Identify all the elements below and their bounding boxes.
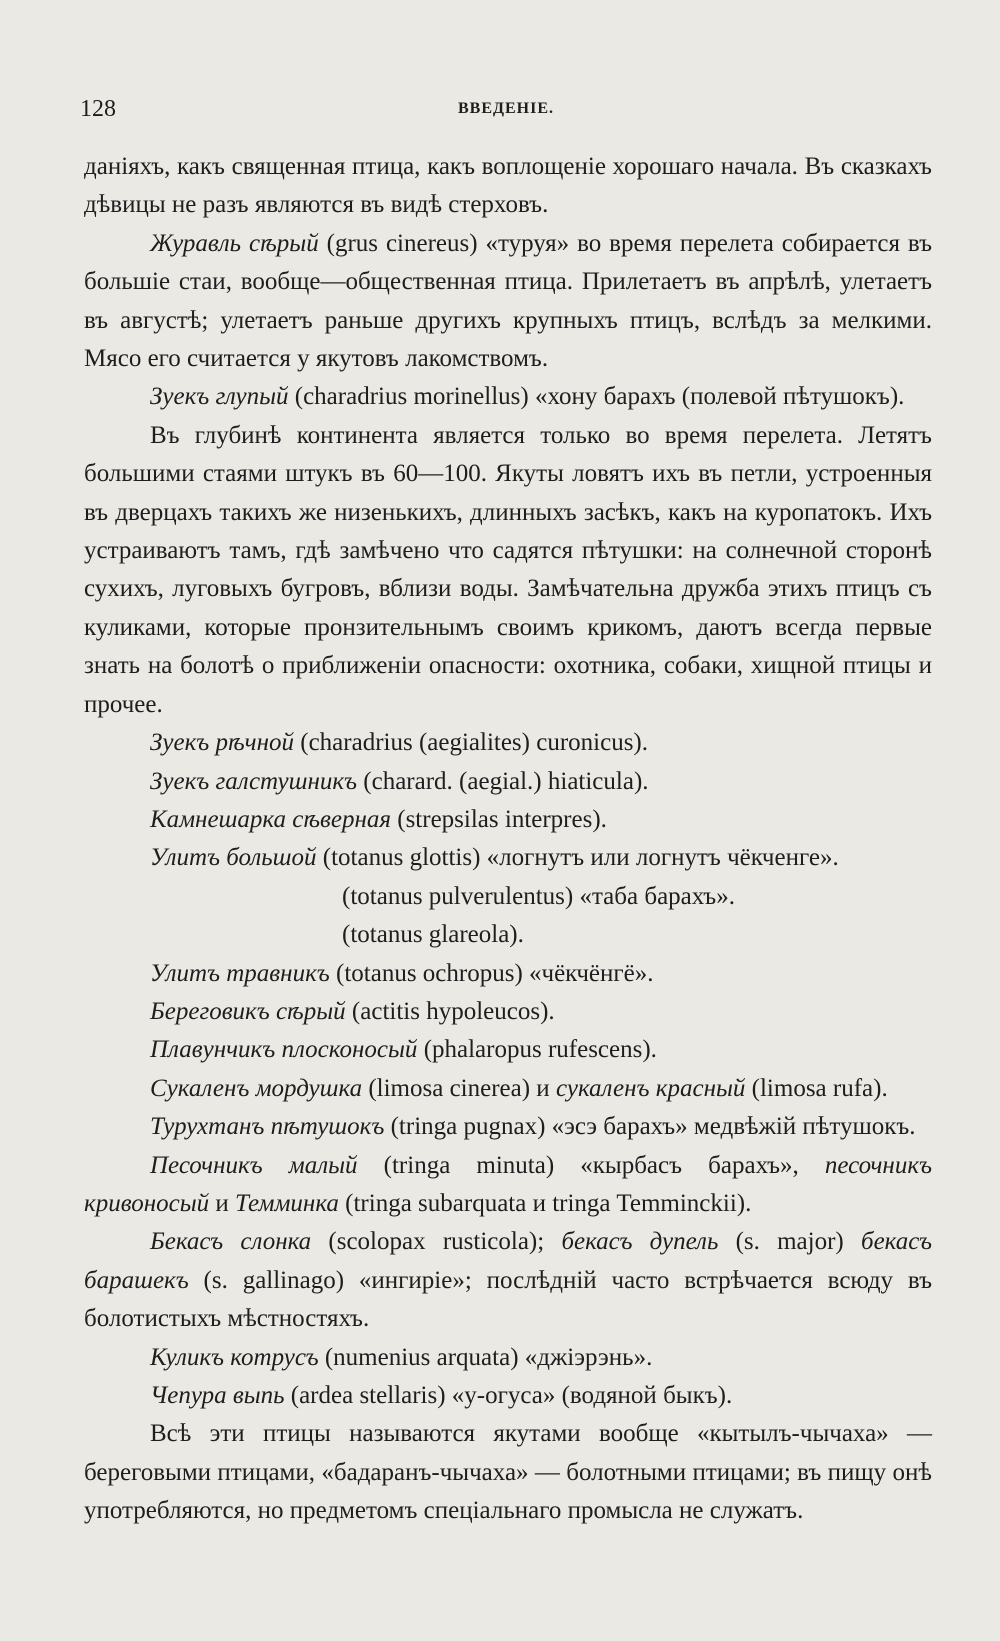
text-run: (ardea stellaris) «у-огуса» (водяной быкъ). bbox=[284, 1382, 733, 1409]
species-name: бекасъ барашекъ bbox=[84, 1228, 932, 1294]
species-name: Зуекъ галстушникъ bbox=[150, 767, 358, 795]
paragraph bbox=[84, 417, 932, 724]
text-run: Всѣ эти птицы называются якутами вообще «кытылъ-чычаха» — береговыми птицами, «бадаранъ-чычаха» — болотными птицами; въ пищу онѣ употребляются, но предметомъ спеціальнаго промысла не служатъ. bbox=[84, 1420, 932, 1525]
text-run: (limosa cinerea) и bbox=[362, 1074, 556, 1102]
paragraph bbox=[84, 801, 932, 839]
paragraph bbox=[84, 378, 932, 416]
text-run: (s. gallinago) «ингиріе»; послѣдній часто встрѣчается всюду въ болотистыхъ мѣстностяхъ. bbox=[84, 1266, 932, 1333]
text-run: (scolopax rusticola); bbox=[311, 1228, 562, 1256]
species-name: Камнешарка сѣверная bbox=[150, 805, 391, 833]
text-run: даніяхъ, какъ священная птица, какъ воплощеніе хорошаго начала. Въ сказкахъ дѣвицы не разъ являются въ видѣ стерховъ. bbox=[84, 153, 932, 219]
paragraph bbox=[84, 916, 932, 954]
page-header bbox=[80, 96, 932, 136]
paragraph bbox=[84, 878, 932, 916]
species-name: Темминка bbox=[235, 1189, 339, 1217]
species-name: Чепура выпь bbox=[150, 1382, 285, 1409]
species-name: Зуекъ рѣчной bbox=[150, 729, 294, 757]
text-run: (numenius arquata) «джіэрэнь». bbox=[318, 1343, 653, 1371]
text-run: (actitis hypoleucos). bbox=[345, 997, 555, 1025]
text-run: и bbox=[209, 1189, 236, 1217]
species-name: Улитъ большой bbox=[150, 844, 317, 872]
paragraph bbox=[84, 839, 932, 877]
text-run: (totanus ochropus) «чёкчёнгё». bbox=[329, 959, 654, 987]
text-run: (strepsilas interpres). bbox=[391, 805, 607, 833]
species-name: Плавунчикъ плосконосый bbox=[150, 1036, 418, 1064]
species-name: Бекасъ слонка bbox=[150, 1228, 312, 1256]
text-run: (charard. (aegial.) hiaticula). bbox=[357, 767, 649, 795]
text-run: Въ глубинѣ континента является только во время перелета. Летятъ большими стаями штукъ въ 60—100. Якуты ловятъ ихъ въ петли, устроенныя въ дверцахъ такихъ же низенькихъ, длинныхъ засѣкъ, какъ на куропатокъ. Ихъ устраиваютъ тамъ, гдѣ замѣчено что садятся пѣтушки: на солнечной сторонѣ сухихъ, луговыхъ бугровъ, вблизи воды. Замѣчательна дружба этихъ птицъ съ куликами, которые пронзительнымъ своимъ крикомъ, даютъ всегда первые знать на болотѣ о приближеніи опасности: охотника, собаки, хищной птицы и прочее. bbox=[84, 421, 932, 718]
paragraph bbox=[84, 1377, 932, 1415]
text-run: (phalaropus rufescens). bbox=[417, 1036, 657, 1064]
species-name: Песочникъ малый bbox=[150, 1151, 358, 1179]
text-run: (limosa rufa). bbox=[745, 1074, 888, 1102]
text-run: (grus cinereus) «туруя» во время перелета собирается въ большіе стаи, вообще—общественная птица. Прилетаетъ въ апрѣлѣ, улетаетъ въ августѣ; улетаетъ раньше другихъ крупныхъ птицъ, вслѣдъ за мелкими. Мясо его считается у якутовъ лакомствомъ. bbox=[84, 229, 932, 373]
paragraph bbox=[84, 1108, 932, 1146]
paragraph bbox=[84, 955, 932, 993]
text-run: (totanus glareola). bbox=[342, 921, 524, 949]
text-run: (totanus pulverulentus) «таба барахъ». bbox=[342, 882, 735, 910]
species-name: сукаленъ красный bbox=[555, 1074, 746, 1102]
species-name: песочникъ кривоносый bbox=[84, 1151, 932, 1217]
page-number: 128 bbox=[80, 96, 116, 122]
species-name: Турухтанъ пѣтушокъ bbox=[150, 1113, 385, 1141]
paragraph bbox=[84, 1415, 932, 1530]
species-name: Улитъ травникъ bbox=[150, 959, 330, 987]
species-name: Журавль сѣрый bbox=[150, 229, 319, 257]
paragraph bbox=[84, 1070, 932, 1108]
paragraph bbox=[84, 1031, 932, 1069]
text-run: (totanus glottis) «логнутъ или логнутъ чёкченге». bbox=[316, 844, 839, 872]
text-run: (tringa minuta) «кырбасъ барахъ», bbox=[357, 1151, 825, 1179]
paragraph bbox=[84, 724, 932, 762]
text-run: (charadrius (aegialites) curonicus). bbox=[294, 729, 649, 757]
paragraph bbox=[84, 1147, 932, 1224]
species-name: Сукаленъ мордушка bbox=[150, 1074, 363, 1102]
paragraph bbox=[84, 148, 932, 225]
text-run: (charadrius morinellus) «хону барахъ (полевой пѣтушокъ). bbox=[288, 383, 905, 411]
species-name: Зуекъ глупый bbox=[150, 383, 289, 411]
body-text bbox=[84, 148, 932, 1531]
paragraph bbox=[84, 993, 932, 1031]
paragraph bbox=[84, 763, 932, 801]
paragraph bbox=[84, 225, 932, 379]
text-run: (s. major) bbox=[718, 1228, 861, 1256]
species-name: Куликъ котрусъ bbox=[150, 1343, 319, 1371]
species-name: бекасъ дупель bbox=[561, 1228, 719, 1256]
text-run: (tringa subarquata и tringa Temminckii). bbox=[338, 1189, 752, 1217]
running-title: ВВЕДЕНІЕ. bbox=[457, 100, 555, 117]
species-name: Береговикъ сѣрый bbox=[150, 997, 346, 1025]
text-run: (tringa pugnax) «эсэ барахъ» медвѣжій пѣтушокъ. bbox=[384, 1113, 916, 1141]
paragraph bbox=[84, 1339, 932, 1377]
paragraph bbox=[84, 1223, 932, 1338]
